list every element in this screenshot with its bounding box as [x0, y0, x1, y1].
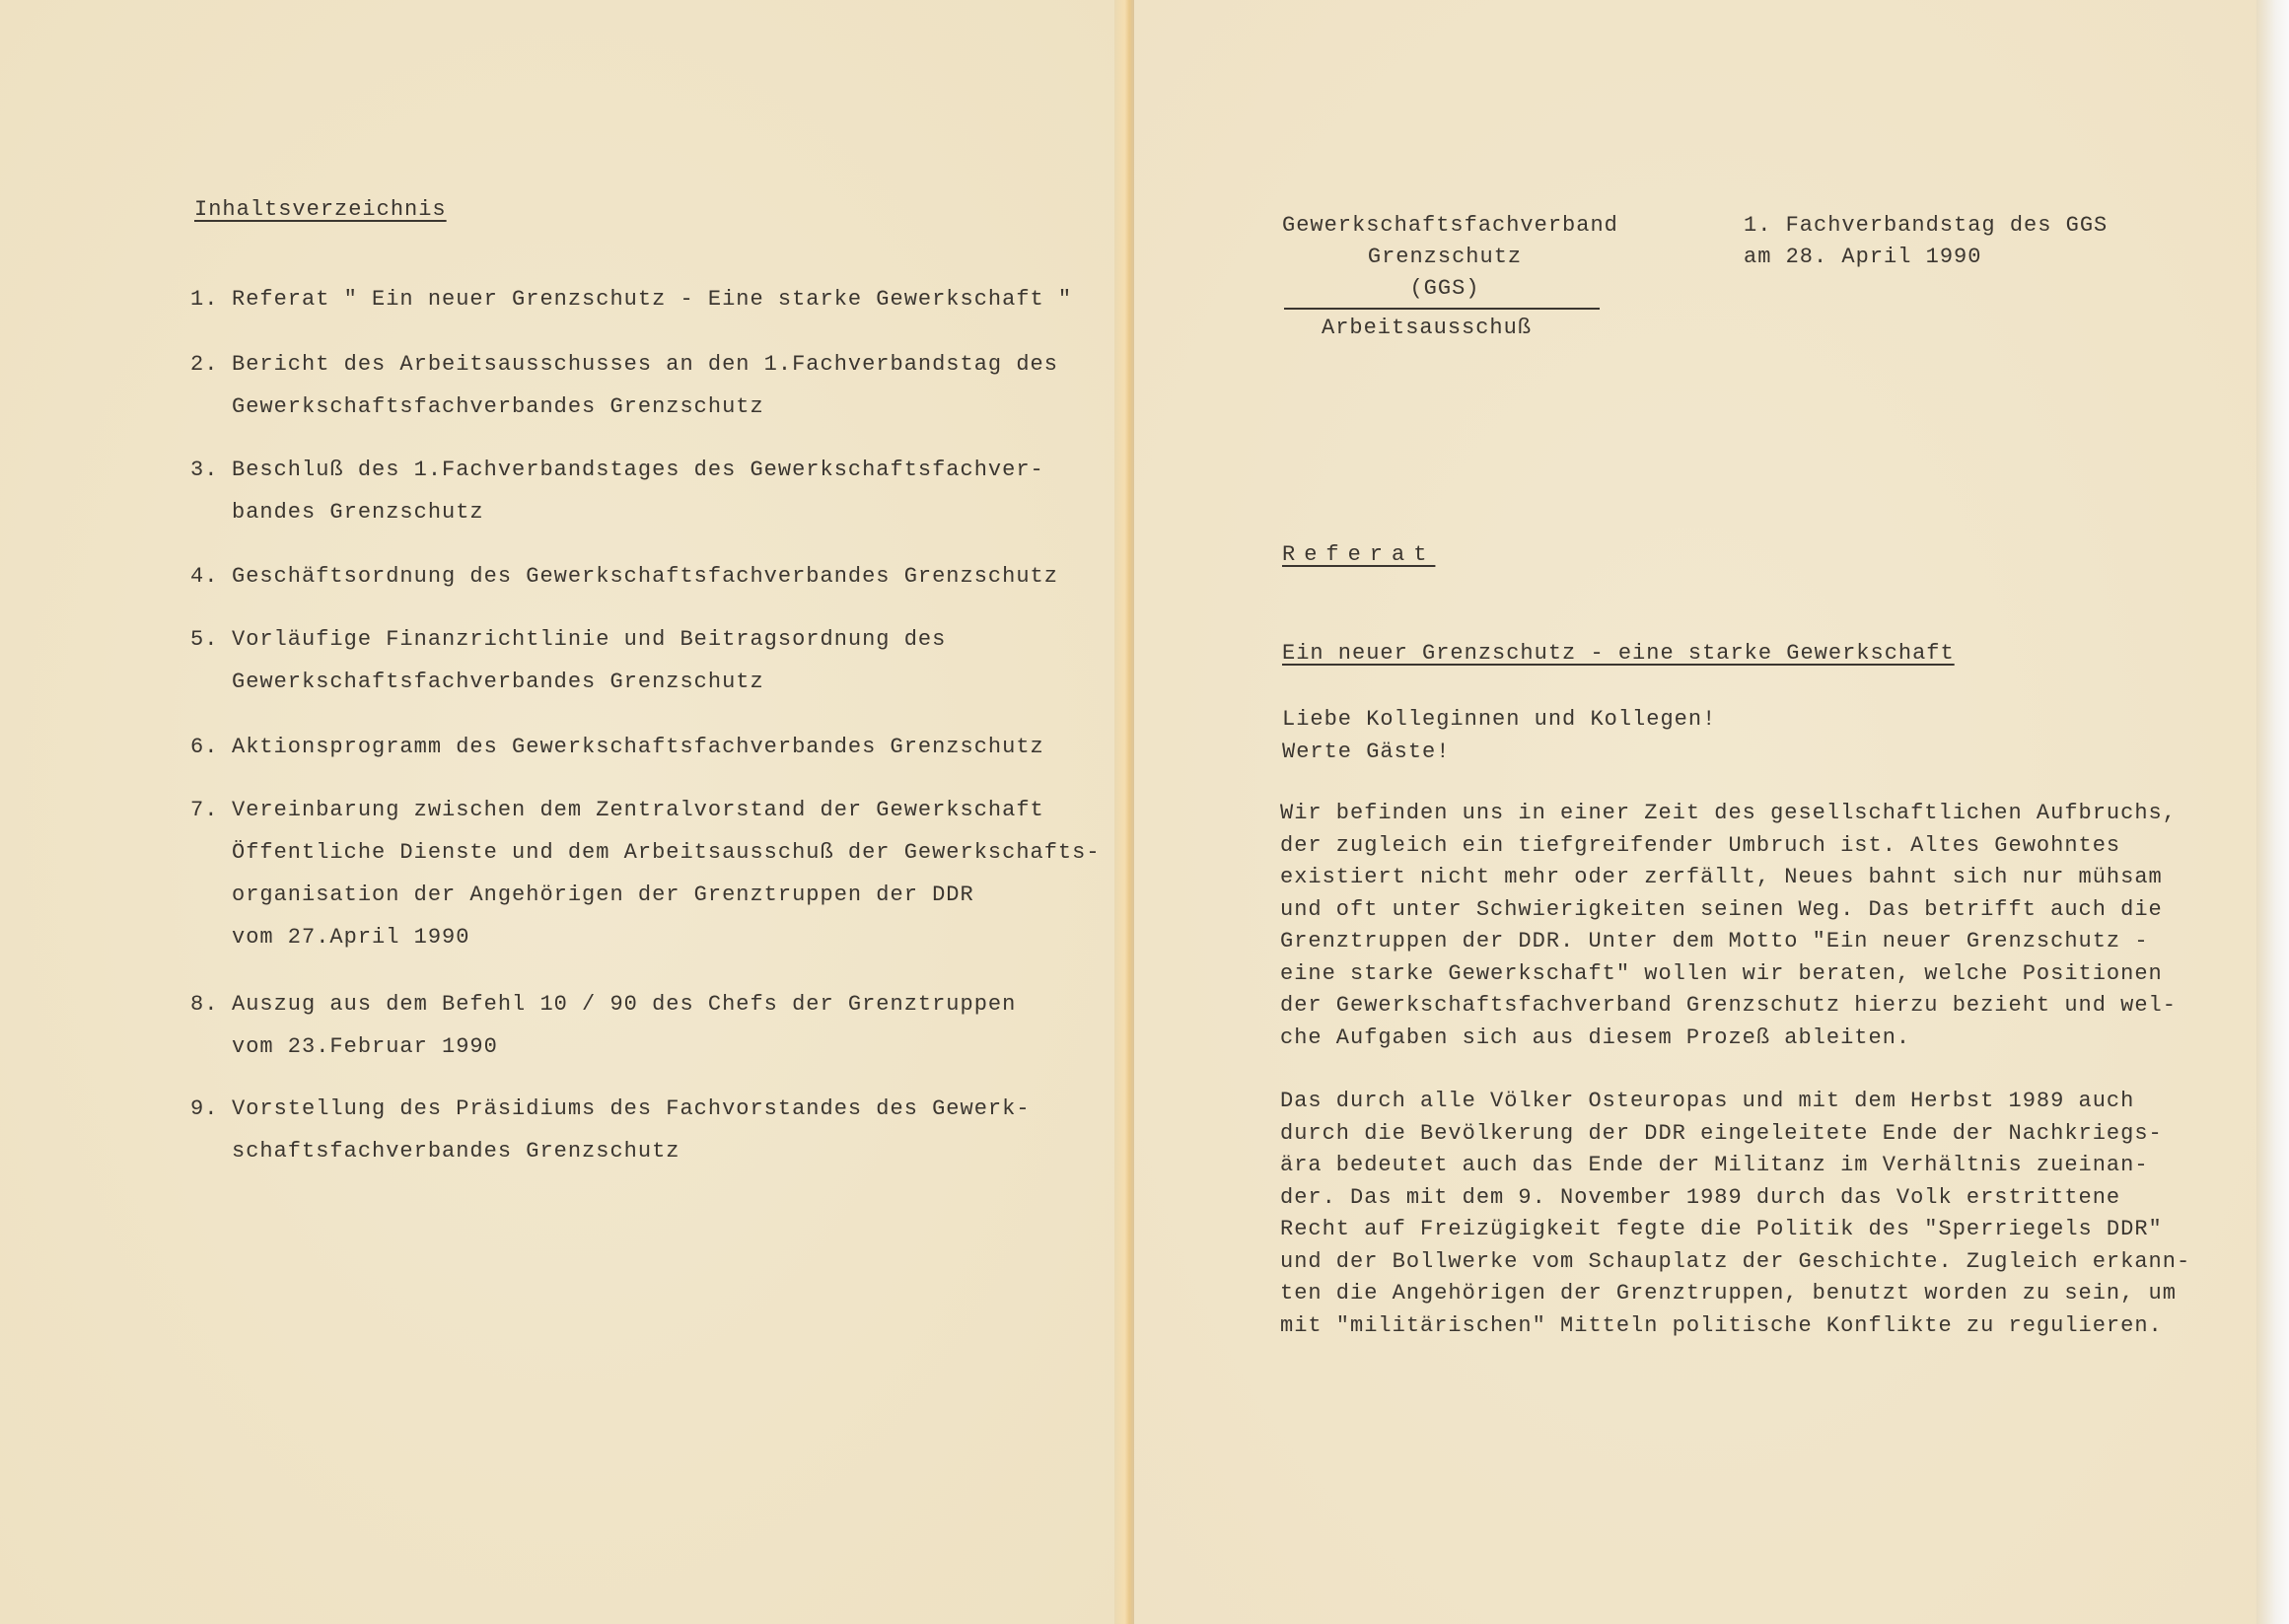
paragraph-line: existiert nicht mehr oder zerfällt, Neues bahnt sich nur mühsam — [1280, 865, 2163, 889]
paragraph-line: Wir befinden uns in einer Zeit des gesellschaftlichen Aufbruchs, — [1280, 801, 2177, 825]
greeting-line: Liebe Kolleginnen und Kollegen! — [1282, 707, 1717, 732]
toc-item-line: vom 23.Februar 1990 — [232, 1034, 498, 1059]
toc-item-line: schaftsfachverbandes Grenzschutz — [232, 1139, 680, 1164]
toc-item-number: 3. — [190, 458, 219, 482]
paragraph-line: ära bedeutet auch das Ende der Militanz im Verhältnis zueinan- — [1280, 1153, 2149, 1177]
body-paragraph — [1280, 1086, 2190, 1342]
paragraph-line: und der Bollwerke vom Schauplatz der Geschichte. Zugleich erkann- — [1280, 1248, 2191, 1274]
toc-item-number: 6. — [190, 735, 219, 759]
paragraph-line: Grenztruppen der DDR. Unter dem Motto "Ein neuer Grenzschutz - — [1280, 929, 2149, 953]
toc-item-number: 5. — [190, 627, 219, 652]
letterhead-organization — [1282, 210, 1618, 305]
paragraph-line: der Gewerkschaftsfachverband Grenzschutz hierzu bezieht und wel- — [1280, 993, 2177, 1018]
paragraph-line: und oft unter Schwierigkeiten seinen Weg. Das betrifft auch die — [1280, 896, 2163, 922]
paragraph-line: mit "militärischen" Mitteln politische Konflikte zu regulieren. — [1280, 1312, 2163, 1338]
paragraph-line: Recht auf Freizügigkeit fegte die Politik des "Sperriegels DDR" — [1280, 1217, 2163, 1241]
paragraph-line: durch die Bevölkerung der DDR eingeleitete Ende der Nachkriegs- — [1280, 1120, 2163, 1146]
toc-item-line: Bericht des Arbeitsausschusses an den 1.Fachverbandstag des — [232, 352, 1058, 377]
toc-item-line: Vorstellung des Präsidiums des Fachvorstandes des Gewerk- — [232, 1096, 1031, 1121]
paragraph-line: der. Das mit dem 9. November 1989 durch das Volk erstrittene — [1280, 1184, 2121, 1210]
paragraph-line: che Aufgaben sich aus diesem Prozeß ableiten. — [1280, 1024, 1911, 1050]
paragraph-line: eine starke Gewerkschaft" wollen wir beraten, welche Positionen — [1280, 960, 2163, 986]
section-heading: Referat — [1282, 542, 1436, 567]
toc-item-line: Beschluß des 1.Fachverbandstages des Gewerkschaftsfachver- — [232, 458, 1044, 482]
toc-title: Inhaltsverzeichnis — [194, 197, 447, 222]
paragraph-line: ten die Angehörigen der Grenztruppen, benutzt worden zu sein, um — [1280, 1281, 2177, 1306]
letterhead-line: (GGS) — [1409, 276, 1480, 301]
toc-item-line: Gewerkschaftsfachverbandes Grenzschutz — [232, 394, 764, 419]
paragraph-line: der zugleich ein tiefgreifender Umbruch ist. Altes Gewohntes — [1280, 832, 2121, 858]
toc-item-number: 2. — [190, 352, 219, 377]
letterhead-line: Gewerkschaftsfachverband — [1282, 213, 1618, 238]
toc-item-line: Vorläufige Finanzrichtlinie und Beitragsordnung des — [232, 627, 947, 652]
event-title: 1. Fachverbandstag des GGS — [1744, 213, 2109, 238]
letterhead-line: Grenzschutz — [1367, 245, 1523, 269]
section-subtitle: Ein neuer Grenzschutz - eine starke Gewerkschaft — [1282, 641, 1955, 666]
toc-item-text — [232, 789, 1101, 958]
toc-item-number: 9. — [190, 1096, 219, 1121]
toc-item-text — [232, 983, 1016, 1068]
toc-item-number: 8. — [190, 992, 219, 1017]
toc-item-line: Öffentliche Dienste und dem Arbeitsausschuß der Gewerkschafts- — [232, 840, 1101, 865]
left-page — [0, 0, 1129, 1624]
toc-item-number: 7. — [190, 798, 219, 822]
toc-item-text — [232, 618, 946, 703]
toc-item-number: 1. — [190, 287, 219, 312]
toc-item-text — [232, 555, 1058, 598]
toc-item-line: bandes Grenzschutz — [232, 500, 484, 525]
toc-item-line: Aktionsprogramm des Gewerkschaftsfachverbandes Grenzschutz — [232, 735, 1044, 759]
event-date: am 28. April 1990 — [1744, 245, 1982, 269]
letterhead-divider — [1284, 308, 1600, 310]
toc-item-line: Auszug aus dem Befehl 10 / 90 des Chefs der Grenztruppen — [232, 992, 1017, 1017]
toc-item-line: vom 27.April 1990 — [232, 925, 470, 950]
toc-item-text — [232, 1088, 1031, 1172]
toc-item-line: Referat " Ein neuer Grenzschutz - Eine starke Gewerkschaft " — [232, 287, 1073, 312]
toc-item-line: organisation der Angehörigen der Grenztruppen der DDR — [232, 883, 974, 907]
greeting-line: Werte Gäste! — [1282, 740, 1451, 764]
toc-item-line: Vereinbarung zwischen dem Zentralvorstand der Gewerkschaft — [232, 798, 1044, 822]
greeting — [1282, 703, 1716, 768]
scan-edge — [2256, 0, 2289, 1624]
event-header — [1744, 210, 2108, 273]
paragraph-line: Das durch alle Völker Osteuropas und mit dem Herbst 1989 auch — [1280, 1089, 2135, 1113]
body-paragraph — [1280, 798, 2177, 1054]
toc-item-text — [232, 278, 1072, 320]
toc-item-number: 4. — [190, 564, 219, 589]
toc-item-line: Gewerkschaftsfachverbandes Grenzschutz — [232, 670, 764, 694]
toc-item-text — [232, 343, 1058, 428]
toc-item-line: Geschäftsordnung des Gewerkschaftsfachverbandes Grenzschutz — [232, 564, 1058, 589]
toc-item-text — [232, 449, 1044, 533]
letterhead-committee: Arbeitsausschuß — [1322, 316, 1533, 340]
toc-item-text — [232, 726, 1044, 768]
